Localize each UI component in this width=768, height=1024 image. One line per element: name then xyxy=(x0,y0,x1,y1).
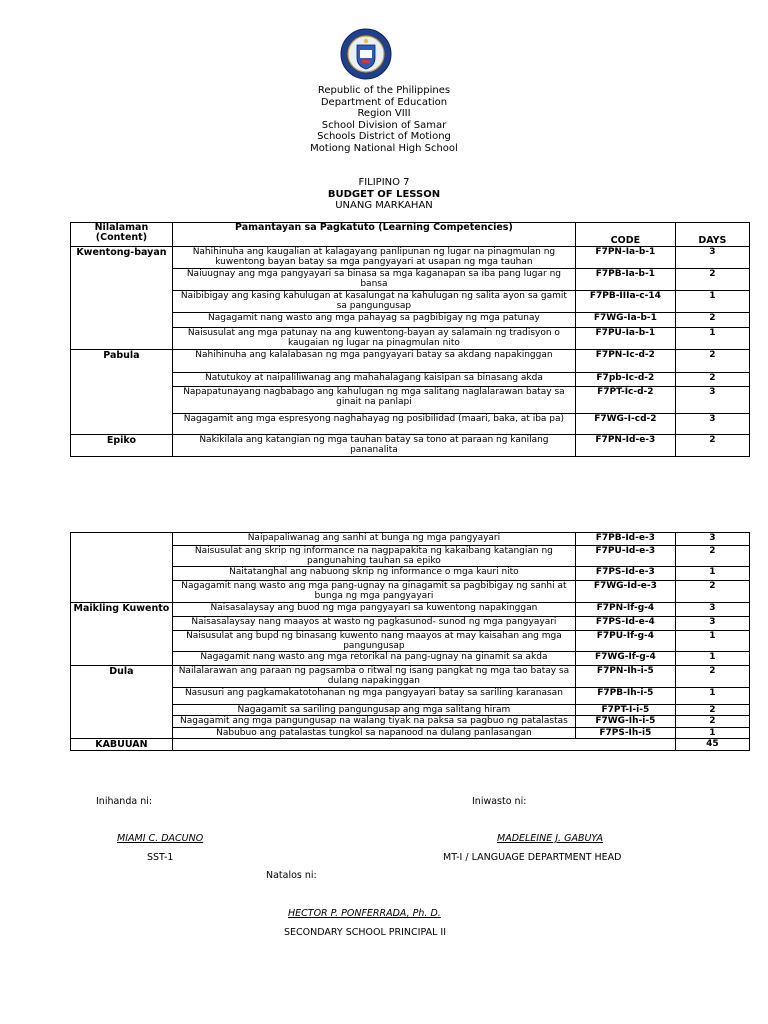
competency-cell: Nasusuri ang pagkamakatotohanan ng mga pangyayari batay sa sariling karanasan xyxy=(172,688,575,705)
competency-cell: Nagagamit nang wasto ang mga retorikal na pang-ugnay na ginamit sa akda xyxy=(172,652,575,666)
days-cell: 2 xyxy=(675,350,749,373)
header-competencies: Pamantayan sa Pagkatuto (Learning Competencies) xyxy=(172,223,575,247)
code-cell: F7PN-Ia-b-1 xyxy=(576,247,676,269)
school-header xyxy=(0,85,768,155)
checked-by-name: MADELEINE J. GABUYA xyxy=(497,833,603,844)
code-cell: F7WG-I-cd-2 xyxy=(576,414,676,435)
days-cell: 2 xyxy=(675,666,749,688)
code-cell: F7PT-Ic-d-2 xyxy=(576,387,676,414)
checked-by-title: MT-I / LANGUAGE DEPARTMENT HEAD xyxy=(443,852,622,863)
noted-by-label: Natalos ni: xyxy=(266,870,317,881)
competency-cell: Nagagamit ang mga pangungusap na walang tiyak na paksa sa pagbuo ng patalastas xyxy=(172,716,575,728)
competency-cell: Naisusulat ang skrip ng informance na nagpapakita ng kakaibang katangian ng pangunahing tauhan sa epiko xyxy=(172,546,575,567)
code-cell: F7PB-Ih-i-5 xyxy=(576,688,676,705)
code-cell: F7PN-Ih-i-5 xyxy=(576,666,676,688)
days-cell: 2 xyxy=(675,705,749,716)
table-row xyxy=(71,716,750,728)
code-cell: F7PS-Ih-i5 xyxy=(576,728,676,739)
header-days: DAYS xyxy=(675,223,749,247)
code-cell: F7PU-Id-e-3 xyxy=(576,546,676,567)
content-cell: Kwentong-bayan xyxy=(71,247,173,350)
days-cell: 2 xyxy=(675,313,749,328)
days-cell: 2 xyxy=(675,435,749,457)
competency-cell: Naisusulat ang bupd ng binasang kuwento nang maayos at may kaisahan ang mga pangungusap xyxy=(172,631,575,652)
table-row xyxy=(71,313,750,328)
table-row xyxy=(71,617,750,631)
days-cell: 3 xyxy=(675,533,749,546)
competency-cell: Nagagamit ang mga espresyong naghahayag ng posibilidad (maari, baka, at iba pa) xyxy=(172,414,575,435)
content-cell: Maikling Kuwento xyxy=(71,603,173,666)
competency-cell: Nagagamit nang wasto ang mga pang-ugnay na ginagamit sa pagbibigay ng sanhi at bunga ng mga pangyayari xyxy=(172,581,575,603)
prepared-by-label: Inihanda ni: xyxy=(96,796,153,807)
competency-cell: Naibibigay ang kasing kahulugan at kasalungat na kahulugan ng salita ayon sa gamit sa pangungusap xyxy=(172,291,575,313)
competency-cell: Nakikilala ang katangian ng mga tauhan batay sa tono at paraan ng kanilang pananalita xyxy=(172,435,575,457)
content-cell: Epiko xyxy=(71,435,173,457)
days-cell: 1 xyxy=(675,567,749,581)
table-row xyxy=(71,567,750,581)
table-row xyxy=(71,666,750,688)
competency-cell: Nabubuo ang patalastas tungkol sa napanood na dulang panlasangan xyxy=(172,728,575,739)
code-cell: F7PB-Id-e-3 xyxy=(576,533,676,546)
content-cell: Pabula xyxy=(71,350,173,435)
header-line: Republic of the Philippines xyxy=(317,85,451,96)
budget-table-part-2 xyxy=(70,532,750,751)
competency-cell: Naisusulat ang mga patunay na ang kuwentong-bayan ay salamain ng tradisyon o kaugaian ng lugar na pinagmulan nito xyxy=(172,328,575,350)
days-cell: 3 xyxy=(675,247,749,269)
code-cell: F7WG-Id-e-3 xyxy=(576,581,676,603)
competency-cell: Naiuugnay ang mga pangyayari sa binasa sa mga kaganapan sa iba pang lugar ng bansa xyxy=(172,269,575,291)
quarter-title: UNANG MARKAHAN xyxy=(335,200,433,212)
table-header-row xyxy=(71,223,750,247)
header-content: Nilalaman (Content) xyxy=(71,223,173,247)
table-row xyxy=(71,603,750,617)
days-cell: 1 xyxy=(675,652,749,666)
table-row xyxy=(71,350,750,373)
days-cell: 2 xyxy=(675,546,749,567)
header-line: Region VIII xyxy=(357,108,411,120)
table-row xyxy=(71,387,750,414)
table-row xyxy=(71,247,750,269)
competency-cell: Nahihinuha ang kalalabasan ng mga pangyayari batay sa akdang napakinggan xyxy=(172,350,575,373)
competency-cell: Nahihinuha ang kaugalian at kalagayang panlipunan ng lugar na pinagmulan ng kuwentong bayan batay sa mga pangyayari at usapan ng mga tauhan xyxy=(172,247,575,269)
header-code: CODE xyxy=(576,223,676,247)
competency-cell: Naipapaliwanag ang sanhi at bunga ng mga pangyayari xyxy=(172,533,575,546)
table-row xyxy=(71,291,750,313)
table-row xyxy=(71,631,750,652)
days-cell: 1 xyxy=(675,631,749,652)
days-cell: 2 xyxy=(675,373,749,387)
subject-title: FILIPINO 7 xyxy=(358,177,410,188)
prepared-by-title: SST-1 xyxy=(147,852,174,863)
days-cell: 2 xyxy=(675,581,749,603)
code-cell: F7PS-Id-e-4 xyxy=(576,617,676,631)
days-cell: 3 xyxy=(675,387,749,414)
noted-by-title: SECONDARY SCHOOL PRINCIPAL II xyxy=(284,927,446,938)
table-row xyxy=(71,269,750,291)
code-cell: F7WG-Ia-b-1 xyxy=(576,313,676,328)
noted-by-name: HECTOR P. PONFERRADA, Ph. D. xyxy=(288,908,441,919)
competency-cell: Nagagamit nang wasto ang mga pahayag sa pagbibigay ng mga patunay xyxy=(172,313,575,328)
document-title: BUDGET OF LESSON xyxy=(327,188,441,200)
days-cell: 3 xyxy=(675,603,749,617)
competency-cell: Naitatanghal ang nabuong skrip ng informance o mga kauri nito xyxy=(172,567,575,581)
competency-cell: Nagagamit sa sariling pangungusap ang mga salitang hiram xyxy=(172,705,575,716)
days-cell: 2 xyxy=(675,716,749,728)
code-cell: F7PN-If-g-4 xyxy=(576,603,676,617)
code-cell: F7PS-Id-e-3 xyxy=(576,567,676,581)
header-line: Department of Education xyxy=(320,96,448,108)
code-cell: F7PB-IIIa-c-14 xyxy=(576,291,676,313)
table-row xyxy=(71,328,750,350)
table-row xyxy=(71,688,750,705)
header-line: Motiong National High School xyxy=(310,142,458,154)
table-row xyxy=(71,652,750,666)
code-cell: F7WG-Ih-i-5 xyxy=(576,716,676,728)
total-label: KABUUAN xyxy=(71,739,173,751)
header-line: Schools District of Motiong xyxy=(317,131,451,143)
code-cell: F7PU-If-g-4 xyxy=(576,631,676,652)
table-row xyxy=(71,546,750,567)
competency-cell: Napapatunayang nagbabago ang kahulugan ng mga salitang naglalarawan batay sa ginait na panlapi xyxy=(172,387,575,414)
competency-cell: Natutukoy at naipaliliwanag ang mahahalagang kaisipan sa binasang akda xyxy=(172,373,575,387)
code-cell: F7WG-If-g-4 xyxy=(576,652,676,666)
table-row xyxy=(71,414,750,435)
table-row xyxy=(71,533,750,546)
table-row xyxy=(71,728,750,739)
code-cell: F7PB-Ia-b-1 xyxy=(576,269,676,291)
table-row xyxy=(71,373,750,387)
budget-table-part-1 xyxy=(70,222,750,457)
competency-cell: Nailalarawan ang paraan ng pagsamba o ritwal ng isang pangkat ng mga tao batay sa dulang napakinggan xyxy=(172,666,575,688)
header-line: School Division of Samar xyxy=(321,119,447,131)
code-cell: F7PU-Ia-b-1 xyxy=(576,328,676,350)
code-cell: F7pb-Ic-d-2 xyxy=(576,373,676,387)
code-cell: F7PN-Id-e-3 xyxy=(576,435,676,457)
checked-by-label: Iniwasto ni: xyxy=(472,796,527,807)
days-cell: 3 xyxy=(675,414,749,435)
total-days: 45 xyxy=(675,739,749,751)
competency-cell: Naisasalaysay nang maayos at wasto ng pagkasunod- sunod ng mga pangyayari xyxy=(172,617,575,631)
days-cell: 1 xyxy=(675,291,749,313)
competency-cell: Naisasalaysay ang buod ng mga pangyayari sa kuwentong napakinggan xyxy=(172,603,575,617)
days-cell: 1 xyxy=(675,728,749,739)
table-row xyxy=(71,705,750,716)
days-cell: 2 xyxy=(675,269,749,291)
content-cell: Dula xyxy=(71,666,173,739)
content-cell xyxy=(71,533,173,603)
total-row xyxy=(71,739,750,751)
document-titles xyxy=(0,177,768,212)
days-cell: 3 xyxy=(675,617,749,631)
table-row xyxy=(71,435,750,457)
code-cell: F7PN-Ic-d-2 xyxy=(576,350,676,373)
code-cell: F7PT-I-i-5 xyxy=(576,705,676,716)
total-empty-cell xyxy=(172,739,675,751)
deped-seal-logo xyxy=(340,28,392,80)
table-row xyxy=(71,581,750,603)
days-cell: 1 xyxy=(675,328,749,350)
days-cell: 1 xyxy=(675,688,749,705)
prepared-by-name: MIAMI C. DACUNO xyxy=(117,833,204,844)
